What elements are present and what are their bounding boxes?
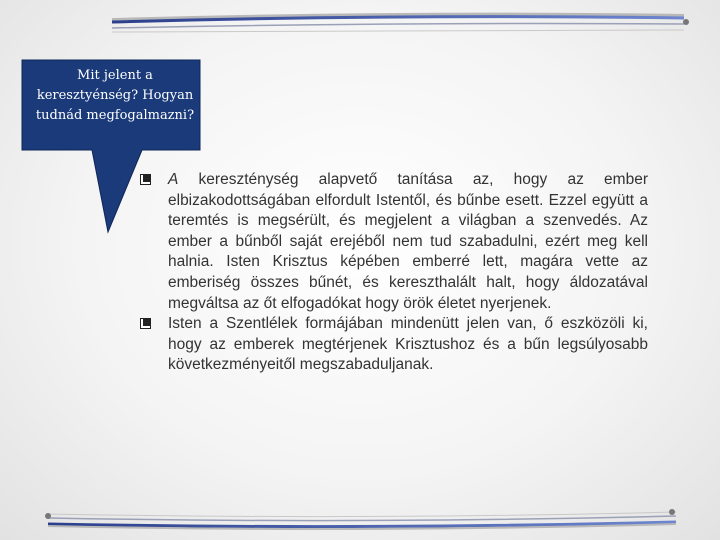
main-content (140, 170, 648, 376)
bullet-item-2 (140, 314, 648, 376)
bullet-2-text: Isten a Szentlélek formájában mindenütt jelen van, ő eszközöli ki, hogy az emberek megtérjenek Krisztushoz és a bűn legsúlyosabb következményeitől megszabaduljanak. (168, 315, 648, 374)
bullet-1-lead: A (168, 171, 179, 188)
bullet-item-1 (140, 170, 648, 314)
checkbox-bullet-icon (140, 318, 151, 329)
callout-question: Mit jelent a keresztyénség? Hogyan tudnád megfogalmazni? (35, 68, 195, 123)
bullet-1-text: kereszténység alapvető tanítása az, hogy az ember elbizakodottságában elfordult Istentől, és bűnbe esett. Ezzel együtt a teremtés is megsérült, és megjelent a világban a szenvedés. Az ember a bűnből saját erejéből nem tud szabadulni, ezért meg kell halnia. Isten Krisztus képében emberré lett, magára vette az emberiség összes bűnét, és kereszthalált halt, hogy áldozatával megváltsa az őt elfogadókat hogy örök életet nyerjenek. (168, 171, 648, 312)
checkbox-bullet-icon (140, 174, 151, 185)
